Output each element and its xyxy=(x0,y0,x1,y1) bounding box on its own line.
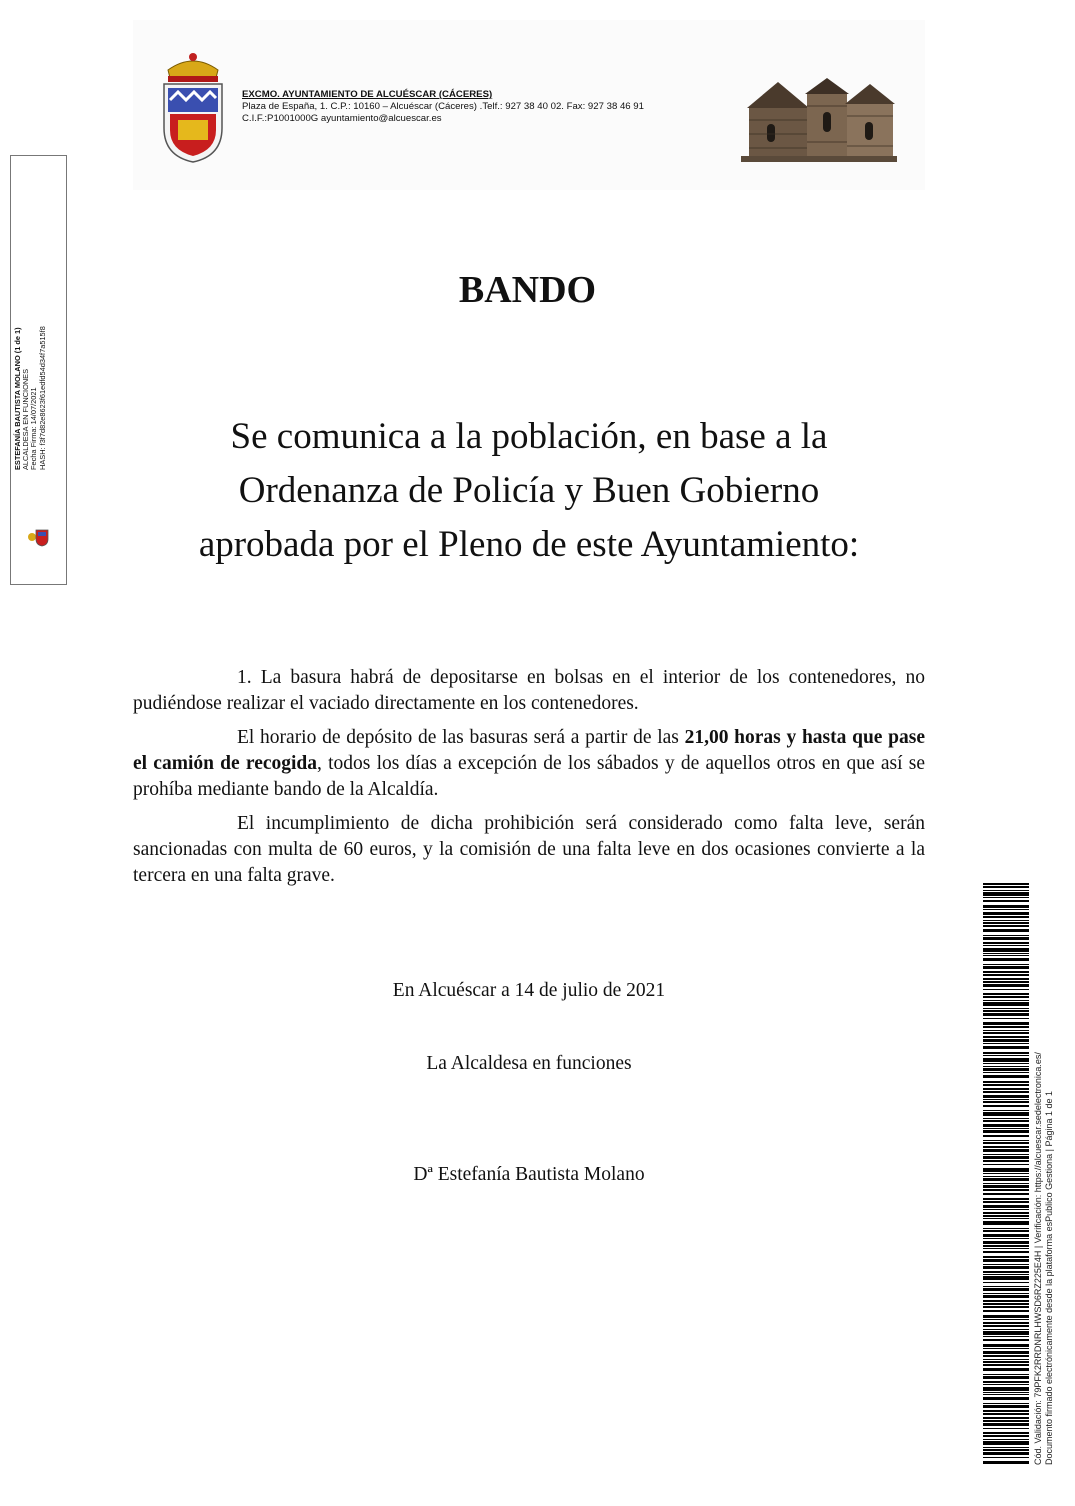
barcode-bar xyxy=(983,942,1029,944)
barcode-bar xyxy=(983,984,1029,987)
barcode-bar xyxy=(983,1173,1029,1174)
schedule-hours: 21,00 horas y hasta que pase el camión de recogida xyxy=(133,727,925,774)
barcode-bar xyxy=(983,1461,1029,1464)
barcode-bar xyxy=(983,1384,1029,1385)
barcode-bar xyxy=(983,1124,1029,1127)
barcode-bar xyxy=(983,1413,1029,1415)
barcode-bar xyxy=(983,1234,1029,1237)
barcode-bar xyxy=(983,1149,1029,1152)
barcode-bar xyxy=(983,1331,1029,1335)
schedule-exceptions: , todos los días a excepción de los sábados y de aquellos otros en que así se prohíba mediante bando de la Alcaldía. xyxy=(133,753,925,800)
signer-name: Dª Estefanía Bautista Molano xyxy=(413,1164,645,1185)
barcode-bar xyxy=(983,1013,1029,1016)
barcode-bar xyxy=(983,1397,1029,1400)
place-date: En Alcuéscar a 14 de julio de 2021 xyxy=(392,980,666,1001)
barcode-bar xyxy=(983,1376,1029,1379)
barcode-bar xyxy=(983,1315,1029,1318)
barcode-bar xyxy=(983,1068,1029,1071)
signature-seal-icon xyxy=(26,527,52,547)
barcode-bar xyxy=(983,1128,1029,1129)
intro-statement xyxy=(133,410,925,572)
barcode-bar xyxy=(983,948,1029,952)
barcode-bar xyxy=(983,993,1029,995)
barcode-bar xyxy=(983,912,1029,915)
barcode-bar xyxy=(983,978,1029,980)
barcode-bar xyxy=(983,1218,1029,1219)
barcode-bar xyxy=(983,1241,1029,1244)
barcode-bar xyxy=(983,1238,1029,1239)
barcode-bar xyxy=(983,1276,1029,1280)
barcode-bar xyxy=(983,1198,1029,1200)
barcode-bar xyxy=(983,1088,1029,1090)
barcode-bar xyxy=(983,1178,1029,1181)
barcode-bar xyxy=(983,1403,1029,1404)
barcode-bar xyxy=(983,1271,1029,1273)
organization-address: Plaza de España, 1. C.P.: 10160 – Alcuéscar (Cáceres) .Telf.: 927 38 40 02. Fax: 927 38 46 91 xyxy=(242,101,644,112)
barcode-bar xyxy=(983,1095,1029,1098)
barcode-bar xyxy=(983,1118,1029,1119)
barcode-bar xyxy=(983,1344,1029,1347)
barcode-bar xyxy=(983,1201,1029,1203)
barcode-bar xyxy=(983,1392,1029,1393)
barcode-bar xyxy=(983,1449,1029,1451)
barcode-bar xyxy=(983,1339,1029,1341)
barcode-bar xyxy=(983,1230,1029,1232)
barcode-bar xyxy=(983,996,1029,998)
barcode-bar xyxy=(983,883,1029,885)
barcode-bar xyxy=(983,1189,1029,1191)
barcode-bar xyxy=(983,1381,1029,1383)
barcode-bar xyxy=(983,886,1029,888)
barcode-bar xyxy=(983,1410,1029,1412)
barcode-bar xyxy=(983,1063,1029,1064)
barcode-bar xyxy=(983,1288,1029,1291)
barcode-bar xyxy=(983,989,1029,990)
paragraph-penalty: El incumplimiento de dicha prohibición será considerado como falta leve, serán sancionadas con multa de 60 euros, y la comisión de una falta leve en dos ocasiones convierte a la tercera en una falta grave. xyxy=(133,813,925,886)
barcode-bar xyxy=(983,1428,1029,1429)
signature-name: ESTEFANÍA BAUTISTA MOLANO (1 de 1) xyxy=(13,327,22,470)
document-body xyxy=(133,665,925,897)
barcode-bar xyxy=(983,937,1029,940)
barcode-bar xyxy=(983,1310,1029,1312)
barcode-bar xyxy=(983,1256,1029,1258)
barcode-bar xyxy=(983,1052,1029,1054)
verification-code: Cód. Validación: 79PFK2RRDNRLHWSD6RZ225E4H | Verificación: https://alcuescar.sedelectronica.es/ xyxy=(1033,1052,1043,1465)
paragraph-schedule xyxy=(133,725,925,803)
barcode-bar xyxy=(983,1245,1029,1247)
signature-details xyxy=(14,280,54,470)
paragraph-waste-bags: 1. La basura habrá de depositarse en bolsas en el interior de los contenedores, no pudiéndose realizar el vaciado directamente en los contenedores. xyxy=(133,667,925,714)
barcode-bar xyxy=(983,1130,1029,1133)
barcode-bar xyxy=(983,1072,1029,1073)
barcode-bar xyxy=(983,1325,1029,1327)
intro-line: Ordenanza de Policía y Buen Gobierno xyxy=(238,470,820,511)
barcode-bar xyxy=(983,1457,1029,1458)
barcode-bar xyxy=(983,1156,1029,1159)
barcode-bar xyxy=(983,905,1029,908)
barcode-bar xyxy=(983,1026,1029,1028)
barcode-bar xyxy=(983,1322,1029,1324)
barcode-bar xyxy=(983,1110,1029,1111)
barcode-bar xyxy=(983,1420,1029,1422)
barcode-bar xyxy=(983,1055,1029,1056)
barcode-bar xyxy=(983,1387,1029,1391)
barcode-bar xyxy=(983,1176,1029,1177)
barcode-bar xyxy=(983,897,1029,898)
barcode-bar xyxy=(983,1329,1029,1330)
barcode-bar xyxy=(983,922,1029,924)
barcode-bar xyxy=(983,890,1029,891)
barcode-bar xyxy=(983,1000,1029,1001)
barcode-bar xyxy=(983,1452,1029,1455)
barcode-bar xyxy=(983,1030,1029,1031)
barcode-bar xyxy=(983,1135,1029,1137)
barcode-bar xyxy=(983,892,1029,896)
barcode-bar xyxy=(983,1248,1029,1249)
barcode-bar xyxy=(983,920,1029,921)
barcode-bar xyxy=(983,1266,1029,1269)
barcode-bar xyxy=(983,1417,1029,1419)
barcode-bar xyxy=(983,1043,1029,1044)
barcode-bar xyxy=(983,971,1029,973)
barcode-bar xyxy=(983,981,1029,983)
barcode-bar xyxy=(983,1066,1029,1067)
barcode-bar xyxy=(983,1142,1029,1144)
barcode-bar xyxy=(983,909,1029,910)
barcode-bar xyxy=(983,1212,1029,1214)
signer-role: La Alcaldesa en funciones xyxy=(426,1053,632,1074)
barcode-bar xyxy=(983,1221,1029,1225)
barcode-bar xyxy=(983,1259,1029,1262)
barcode-bar xyxy=(983,929,1029,932)
verification-text xyxy=(1033,945,1057,1465)
barcode-bar xyxy=(983,1435,1029,1437)
barcode-bar xyxy=(983,1336,1029,1337)
barcode-bar xyxy=(983,925,1029,927)
barcode-bar xyxy=(983,1099,1029,1100)
barcode-bar xyxy=(983,1120,1029,1122)
barcode-bar xyxy=(983,1101,1029,1103)
barcode-bar xyxy=(983,945,1029,946)
barcode-bar xyxy=(983,1215,1029,1217)
barcode-bar xyxy=(983,1293,1029,1294)
barcode-bar xyxy=(983,1039,1029,1042)
barcode-bar xyxy=(983,1018,1029,1019)
barcode-bar xyxy=(983,1140,1029,1141)
letterhead-text xyxy=(242,89,644,125)
barcode-bar xyxy=(983,974,1029,976)
barcode-bar xyxy=(983,1058,1029,1062)
organization-name: EXCMO. AYUNTAMIENTO DE ALCUÉSCAR (CÁCERES) xyxy=(242,89,493,100)
verification-platform: Documento firmado electrónicamente desde la plataforma esPublico Gestiona | Página 1 de 1 xyxy=(1044,1090,1054,1465)
barcode-bar xyxy=(983,958,1029,961)
intro-line: aprobada por el Pleno de este Ayuntamiento: xyxy=(198,524,860,565)
barcode-bar xyxy=(983,1075,1029,1078)
barcode-bar xyxy=(983,1002,1029,1006)
barcode-bar xyxy=(983,1008,1029,1009)
barcode-bar xyxy=(983,964,1029,965)
barcode-bar xyxy=(983,1441,1029,1445)
barcode-bar xyxy=(983,1364,1029,1366)
barcode-bar xyxy=(983,1205,1029,1208)
barcode-bar xyxy=(983,1368,1029,1371)
barcode-bar xyxy=(983,1374,1029,1375)
barcode-bar xyxy=(983,1282,1029,1283)
barcode-bar xyxy=(983,1251,1029,1253)
barcode-bar xyxy=(983,1209,1029,1210)
barcode-bar xyxy=(983,1164,1029,1165)
barcode-bar xyxy=(983,1274,1029,1275)
barcode-bar xyxy=(983,1355,1029,1357)
barcode-bar xyxy=(983,1146,1029,1148)
barcode-bar xyxy=(983,1091,1029,1093)
barcode-bar xyxy=(983,1264,1029,1265)
barcode-bar xyxy=(983,1112,1029,1116)
barcode-bar xyxy=(983,1439,1029,1440)
barcode-bar xyxy=(983,1183,1029,1184)
barcode-bar xyxy=(983,1193,1029,1195)
barcode-bar xyxy=(983,1348,1029,1349)
barcode-bar xyxy=(983,916,1029,918)
organization-cif-email: C.I.F.:P1001000G ayuntamiento@alcuescar.es xyxy=(242,113,442,124)
barcode-bar xyxy=(983,1394,1029,1395)
barcode-bar xyxy=(983,1432,1029,1434)
intro-line: Se comunica a la población, en base a la xyxy=(230,416,828,457)
barcode-bar xyxy=(983,1046,1029,1049)
barcode-bar xyxy=(983,1359,1029,1360)
barcode-bar xyxy=(983,1405,1029,1408)
barcode-bar xyxy=(983,1010,1029,1012)
signature-date: Fecha Firma: 14/07/2021 xyxy=(29,387,39,470)
barcode-bar xyxy=(983,1319,1029,1320)
signature-hash: HASH: f3f7d82e8623f61edfd54d34f7a515f8 xyxy=(37,326,47,470)
schedule-text: El horario de depósito de las basuras será a partir de las xyxy=(237,727,685,748)
barcode-bar xyxy=(983,1300,1029,1302)
church-illustration xyxy=(741,72,897,162)
barcode-bar xyxy=(983,955,1029,956)
signature-role: ALCALDESA EN FUNCIONES xyxy=(21,368,31,470)
barcode-bar xyxy=(983,1286,1029,1287)
barcode-bar xyxy=(983,900,1029,902)
barcode-bar xyxy=(983,966,1029,969)
barcode-bar xyxy=(983,1228,1029,1229)
barcode-bar xyxy=(983,1022,1029,1025)
municipal-coat-of-arms xyxy=(158,48,228,164)
barcode-bar xyxy=(983,1032,1029,1034)
barcode-bar xyxy=(983,1447,1029,1448)
validation-barcode xyxy=(983,883,1029,1465)
barcode-bar xyxy=(983,1303,1029,1305)
barcode-bar xyxy=(983,1084,1029,1086)
barcode-bar xyxy=(983,1154,1029,1155)
barcode-bar xyxy=(983,1081,1029,1083)
barcode-bar xyxy=(983,1306,1029,1308)
document-title: BANDO xyxy=(458,269,597,311)
barcode-bar xyxy=(983,953,1029,954)
barcode-bar xyxy=(983,1295,1029,1298)
barcode-bar xyxy=(983,1351,1029,1354)
barcode-bar xyxy=(983,935,1029,936)
barcode-bar xyxy=(983,1036,1029,1038)
barcode-bar xyxy=(983,1168,1029,1172)
barcode-bar xyxy=(983,1423,1029,1426)
barcode-bar xyxy=(983,1361,1029,1363)
barcode-bar xyxy=(983,1105,1029,1107)
barcode-bar xyxy=(983,1160,1029,1162)
barcode-bar xyxy=(983,1185,1029,1188)
